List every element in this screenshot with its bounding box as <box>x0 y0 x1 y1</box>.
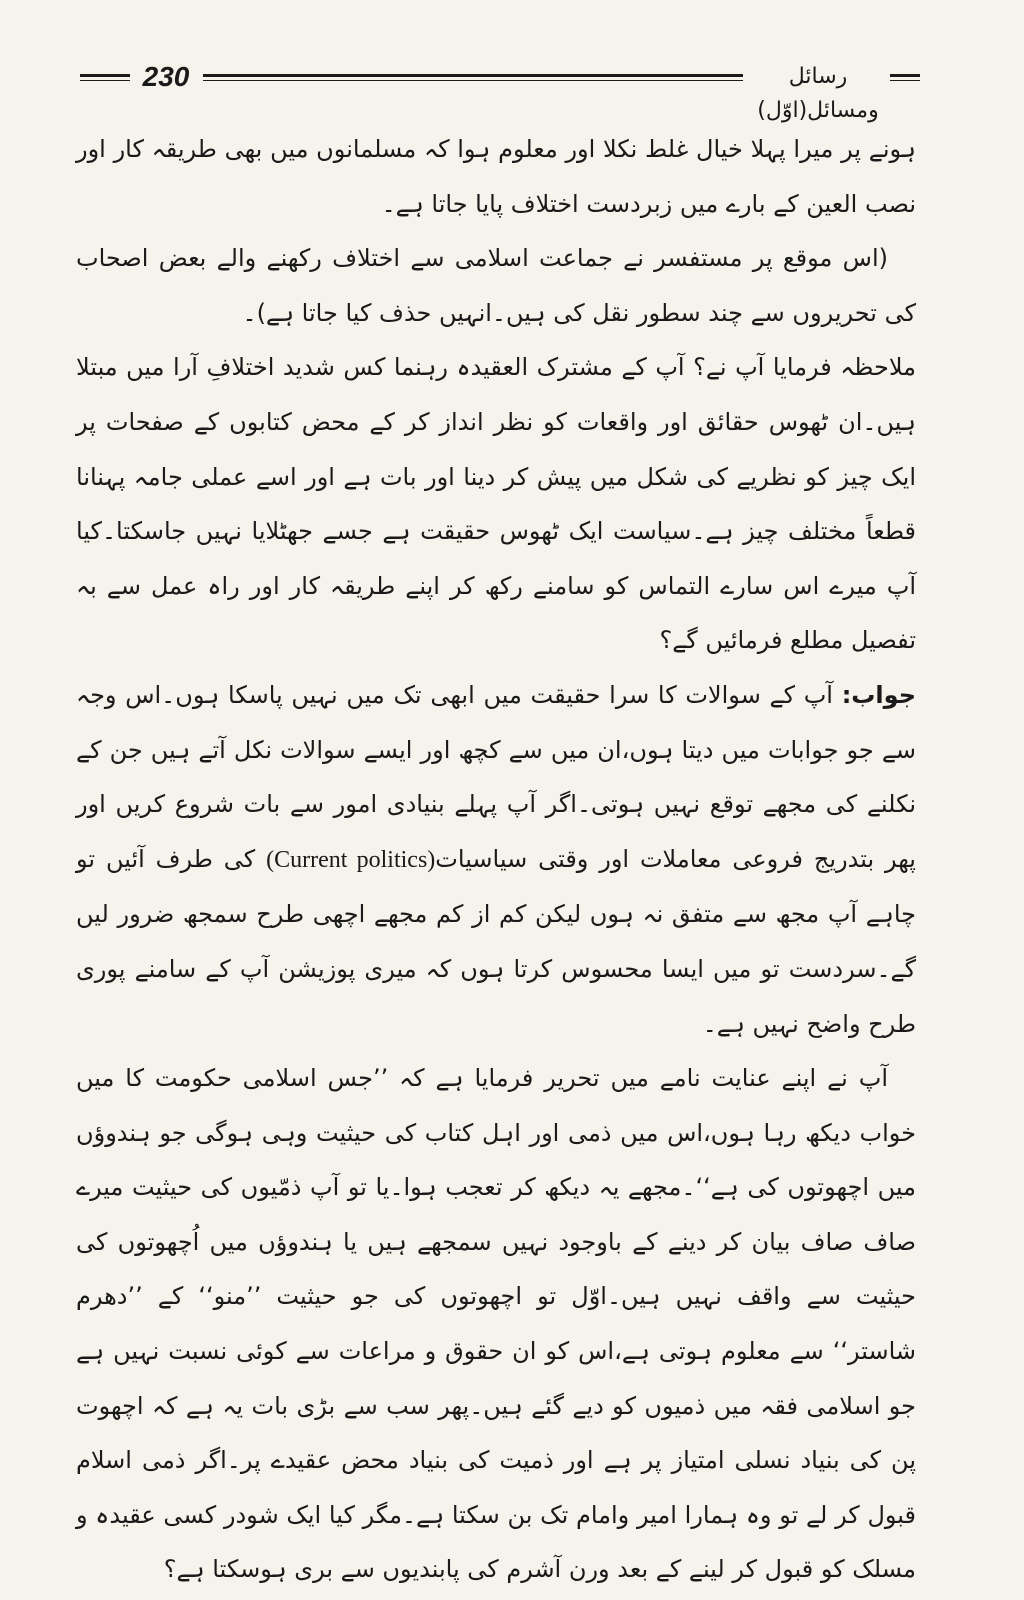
header-rule-left-thin <box>80 80 130 81</box>
header-rule-right-thin <box>890 80 920 81</box>
paragraph-answer <box>76 668 916 1051</box>
header-rule-middle-thin <box>203 80 743 81</box>
answer-latin-term: (Current politics) <box>266 846 436 873</box>
header-rule-middle <box>203 74 743 77</box>
body-text <box>76 122 916 1597</box>
paragraph-1: ہونے پر میرا پہلا خیال غلط نکلا اور معلوم ہوا کہ مسلمانوں میں بھی طریقہ کار اور نصب العین کے بارے میں زبردست اختلاف پایا جاتا ہے۔ <box>76 135 916 218</box>
paragraph-3: ملاحظہ فرمایا آپ نے؟ آپ کے مشترک العقیدہ رہنما کس شدید اختلافِ آرا میں مبتلا ہیں۔ان ٹھوس حقائق اور واقعات کو نظر انداز کر کے محض کتابوں کے صفحات پر ایک چیز کو نظریے کی شکل میں پیش کر دینا اور بات ہے اور اسے عملی جامہ پہنانا قطعاً مختلف چیز ہے۔سیاست ایک ٹھوس حقیقت ہے جسے جھٹلایا نہیں جاسکتا۔کیا آپ میرے اس سارے التماس کو سامنے رکھ کر اپنے طریقہ کار اور راہ عمل سے بہ تفصیل مطلع فرمائیں گے؟ <box>76 353 916 655</box>
answer-label: جواب: <box>841 680 916 709</box>
paragraph-2: (اس موقع پر مستفسر نے جماعت اسلامی سے اختلاف رکھنے والے بعض اصحاب کی تحریروں سے چند سطور نقل کی ہیں۔انہیں حذف کیا جاتا ہے)۔ <box>76 244 916 327</box>
page-number: 230 <box>142 61 190 92</box>
answer-text-part-1: آپ کے سوالات کا سرا حقیقت میں ابھی تک میں نہیں پاسکا ہوں۔اس وجہ سے جو جوابات میں دیتا ہوں،ان میں سے کچھ اور ایسے سوالات نکل آتے ہیں جن کے نکلنے کی مجھے توقع نہیں ہوتی۔اگر آپ پہلے بنیادی امور سے بات شروع کریں اور پھر بتدریج فروعی معاملات اور وقتی سیاسیات <box>76 680 916 873</box>
header-rule-right <box>890 74 920 77</box>
paragraph-5: آپ نے اپنے عنایت نامے میں تحریر فرمایا ہے کہ ’’جس اسلامی حکومت کا میں خواب دیکھ رہا ہوں،اس میں ذمی اور اہل کتاب کی حیثیت وہی ہوگی جو ہندوؤں میں اچھوتوں کی ہے‘‘۔مجھے یہ دیکھ کر تعجب ہوا۔یا تو آپ ذمّیوں کی حیثیت میرے صاف صاف بیان کر دینے کے باوجود نہیں سمجھے ہیں یا ہندوؤں میں اُچھوتوں کی حیثیت سے واقف نہیں ہیں۔اوّل تو اچھوتوں کی جو حیثیت ’’منو‘‘ کے ’’دھرم شاستر‘‘ سے معلوم ہوتی ہے،اس کو ان حقوق و مراعات سے کوئی نسبت نہیں ہے جو اسلامی فقہ میں ذمیوں کو دیے گئے ہیں۔پھر سب سے بڑی بات یہ ہے کہ اچھوت پن کی بنیاد نسلی امتیاز پر ہے اور ذمیت کی بنیاد محض عقیدے پر۔اگر ذمی اسلام قبول کر لے تو وہ ہمارا امیر وامام تک بن سکتا ہے۔مگر کیا ایک شودر کسی عقیدہ و مسلک کو قبول کر لینے کے بعد ورن آشرم کی پابندیوں سے بری ہوسکتا ہے؟ <box>76 1064 916 1584</box>
page-header <box>70 60 920 123</box>
answer-text-part-2: کی طرف آئیں تو چاہے آپ مجھ سے متفق نہ ہوں لیکن کم از کم مجھے اچھی طرح سمجھ ضرور لیں گے۔سردست تو میں ایسا محسوس کرتا ہوں کہ میری پوزیشن آپ کے سامنے پوری طرح واضح نہیں ہے۔ <box>76 844 916 1038</box>
header-rule-left <box>80 74 130 77</box>
book-title: رسائل ومسائل(اوّل) <box>757 64 879 123</box>
